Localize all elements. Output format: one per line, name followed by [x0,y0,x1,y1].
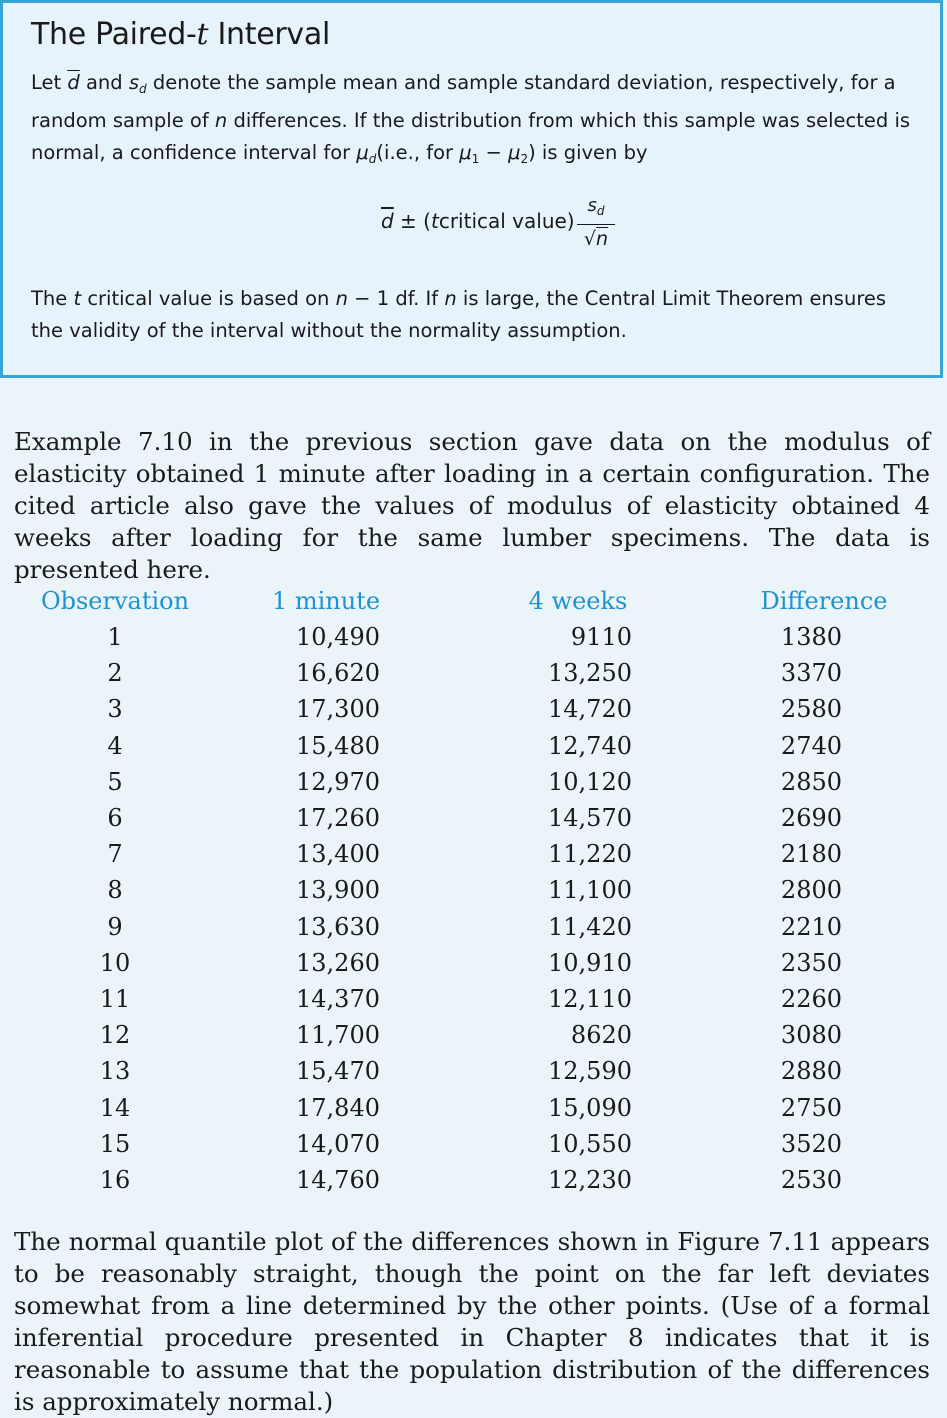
cell-1-minute: 14,370 [296,984,380,1013]
table-row [30,800,944,836]
definition-paragraph [31,67,916,175]
cell-4-weeks: 10,550 [548,1129,632,1158]
cell-observation: 3 [107,695,123,724]
cell-4-weeks: 12,230 [548,1165,632,1194]
cell-observation: 8 [107,876,123,905]
cell-observation: 6 [107,804,123,833]
table-row [30,1089,944,1125]
cell-1-minute: 16,620 [296,659,380,688]
cell-difference: 2800 [780,876,842,905]
table-row [30,981,944,1017]
text: The [31,287,74,310]
box-title [31,17,330,52]
cell-observation: 11 [99,984,131,1013]
text: − 1 df. If [347,287,445,310]
cell-1-minute: 12,970 [296,767,380,796]
formula-lhs [381,209,575,233]
table-row [30,872,944,908]
text: critical value) [438,209,575,233]
n-symbol: n [444,287,457,310]
s-symbol: s [128,71,140,94]
cell-observation: 4 [107,731,123,760]
t-symbol: t [430,209,439,233]
text: is large, the Central Limit Theorem ensures the validity of the interval without the normality assumption. [31,287,887,342]
subscript-2: 2 [520,152,529,166]
cell-difference: 2530 [780,1165,842,1194]
cell-4-weeks: 15,090 [548,1093,632,1122]
cell-difference: 2580 [780,695,842,724]
denominator [577,227,615,251]
cell-difference: 2880 [780,1057,842,1086]
subscript-1: 1 [471,152,480,166]
cell-1-minute: 14,070 [296,1129,380,1158]
table-row [30,909,944,945]
text: differences. If the distribution from which this sample was selected is normal, a confidence interval for [31,109,911,164]
header-4-weeks: 4 weeks [528,587,628,615]
table-row [30,1053,944,1089]
table-row [30,728,944,764]
cell-4-weeks: 13,250 [548,659,632,688]
cell-4-weeks: 12,590 [548,1057,632,1086]
text: and [79,71,129,94]
mu-symbol: μ [356,141,369,164]
df-paragraph [31,283,916,347]
text: denote the sample mean and sample standard deviation, respectively, for a random sample of [31,71,896,132]
cell-observation: 9 [107,912,123,941]
t-symbol: t [73,287,82,310]
cell-4-weeks: 11,420 [548,912,632,941]
n-symbol: n [596,228,609,250]
mu-symbol: μ [508,141,521,164]
cell-difference: 2690 [780,804,842,833]
n-symbol: n [214,109,228,132]
text: (i.e., for [376,141,460,164]
cell-observation: 15 [99,1129,131,1158]
table-row [30,945,944,981]
cell-4-weeks: 11,220 [548,840,632,869]
cell-1-minute: 13,260 [296,948,380,977]
cell-1-minute: 13,630 [296,912,380,941]
d-bar-symbol: $\overline{d}$ [381,209,394,233]
title-var: t [196,17,209,52]
cell-4-weeks: 14,720 [548,695,632,724]
text: ± ( [393,209,431,233]
s-symbol: s [587,195,597,216]
example-intro-paragraph: Example 7.10 in the previous section gave data on the modulus of elasticity obtained 1 minute after loading in a certain configuration. The cited article also gave the values of modulus of elasticity obtained 4 weeks after loading for the same lumber specimens. The data is presented here. [14,427,930,584]
title-suffix: Interval [208,17,330,52]
definition-box [0,0,943,378]
table-row [30,619,944,655]
table-row [30,836,944,872]
table-row [30,1126,944,1162]
subscript-d: d [139,82,147,96]
cell-observation: 12 [99,1021,131,1050]
cell-difference: 2750 [780,1093,842,1122]
text: Let [31,71,68,94]
cell-difference: 2210 [780,912,842,941]
header-difference: Difference [760,587,888,615]
example-closing-paragraph: The normal quantile plot of the differences shown in Figure 7.11 appears to be reasonably straight, though the point on the far left deviates somewhat from a line determined by the other points. (Use of a formal inferential procedure presented in Chapter 8 indicates that it is reasonable to assume that the population distribution of the differences is approximately normal.) [14,1227,930,1416]
cell-difference: 2180 [780,840,842,869]
cell-1-minute: 10,490 [296,623,380,652]
cell-difference: 2350 [780,948,842,977]
data-table [30,583,944,1198]
cell-difference: 3520 [780,1129,842,1158]
header-observation: Observation [40,587,190,615]
cell-difference: 1380 [780,623,842,652]
subscript-d: d [368,152,377,166]
cell-observation: 5 [107,767,123,796]
cell-4-weeks: 11,100 [548,876,632,905]
cell-observation: 14 [99,1093,131,1122]
cell-1-minute: 17,260 [296,804,380,833]
cell-1-minute: 17,840 [296,1093,380,1122]
cell-observation: 1 [107,623,123,652]
cell-difference: 2740 [780,731,842,760]
cell-4-weeks: 12,110 [548,984,632,1013]
cell-observation: 2 [107,659,123,688]
cell-4-weeks: 12,740 [548,731,632,760]
cell-difference: 3370 [780,659,842,688]
cell-1-minute: 15,480 [296,731,380,760]
cell-observation: 10 [99,948,131,977]
cell-observation: 7 [107,840,123,869]
cell-difference: 2260 [780,984,842,1013]
table-header-row [30,583,944,619]
cell-4-weeks: 9110 [570,623,632,652]
table-row [30,691,944,727]
table-row [30,1162,944,1198]
text: − [479,141,509,164]
cell-observation: 13 [99,1057,131,1086]
d-bar-symbol: $\overline{d}$ [67,71,80,94]
fraction-bar [577,224,615,225]
text: critical value is based on [81,287,336,310]
cell-4-weeks: 14,570 [548,804,632,833]
sqrt-symbol: √ [583,228,597,250]
cell-1-minute: 11,700 [296,1021,380,1050]
table-row [30,764,944,800]
cell-observation: 16 [99,1165,131,1194]
mu-symbol: μ [459,141,472,164]
cell-4-weeks: 10,120 [548,767,632,796]
cell-1-minute: 13,900 [296,876,380,905]
title-prefix: The Paired- [31,17,197,52]
text: ) is given by [528,141,648,164]
table-row [30,1017,944,1053]
cell-1-minute: 15,470 [296,1057,380,1086]
n-symbol: n [335,287,348,310]
table-row [30,655,944,691]
cell-4-weeks: 10,910 [548,948,632,977]
header-1-minute: 1 minute [271,587,381,615]
numerator [577,195,615,222]
cell-4-weeks: 8620 [570,1021,632,1050]
cell-difference: 2850 [780,767,842,796]
cell-1-minute: 14,760 [296,1165,380,1194]
cell-difference: 3080 [780,1021,842,1050]
subscript-d: d [596,204,605,218]
fraction [577,195,615,251]
cell-1-minute: 13,400 [296,840,380,869]
cell-1-minute: 17,300 [296,695,380,724]
